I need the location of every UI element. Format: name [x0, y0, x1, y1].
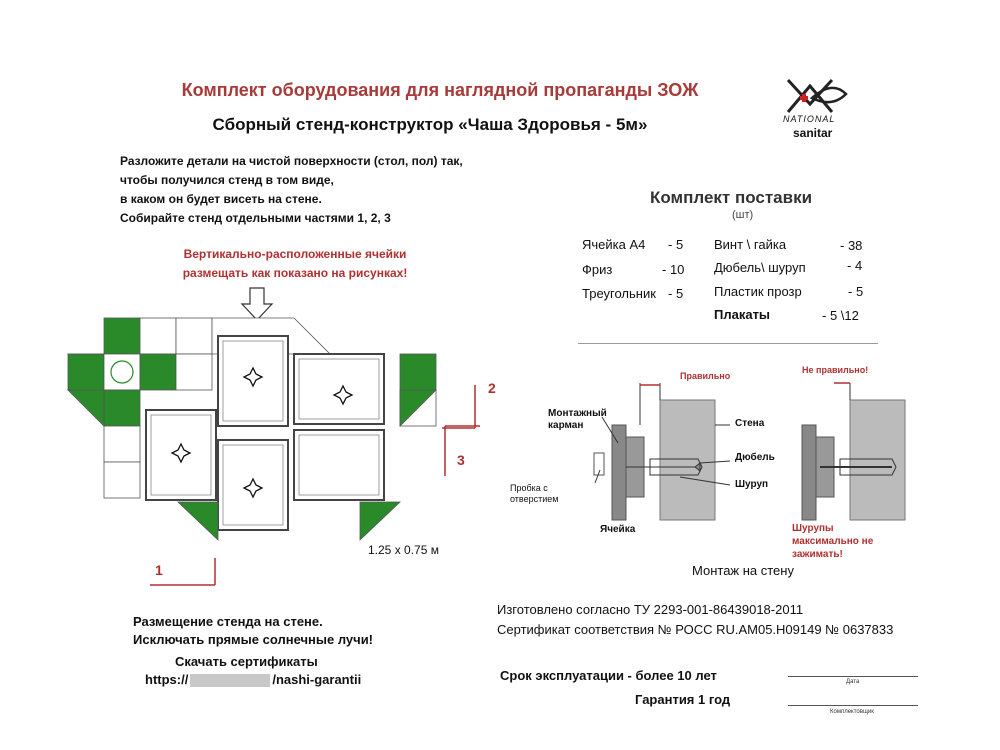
kit-divider — [578, 343, 878, 344]
part-label: 3 — [457, 452, 465, 468]
kit-item-qty: - 4 — [847, 258, 863, 273]
kit-item-qty: - 38 — [840, 238, 863, 253]
packer-label: Комплектовщик — [830, 709, 874, 715]
kit-item-name: Треугольник — [582, 286, 656, 301]
compliance-ty: Изготовлено согласно ТУ 2293-001-86439018-2011 — [497, 602, 804, 617]
kit-item-name: Фриз — [582, 262, 613, 277]
down-arrow-icon — [242, 288, 272, 320]
plug-label: Пробка с отверстием — [510, 483, 559, 504]
page-subtitle: Сборный стенд-конструктор «Чаша Здоровья - 5м» — [212, 115, 648, 134]
instructions — [120, 152, 463, 228]
placement-line: Исключать прямые солнечные лучи! — [133, 632, 374, 647]
pocket-label: Монтажный карман — [548, 408, 607, 431]
packer-line — [788, 705, 918, 706]
url-prefix: https:// — [145, 672, 189, 687]
part-label: 2 — [488, 380, 496, 396]
kit-item-qty: - 5 — [668, 286, 684, 301]
instructions-line — [120, 209, 463, 228]
kit-item-name: Ячейка А4 — [582, 237, 646, 252]
warning-line: Вертикально-расположенные ячейки — [183, 247, 407, 261]
kit-item-qty: - 5 — [848, 284, 864, 299]
emblem-icon — [111, 361, 133, 383]
placement-line: Размещение стенда на стене. — [133, 614, 323, 629]
correct-label: Правильно — [680, 371, 731, 381]
compliance-cert: Сертификат соответствия № РОСС RU.АМ05.Н09149 № 0637833 — [497, 622, 894, 637]
stand-size: 1.25 x 0.75 м — [368, 543, 439, 557]
mounting-caption: Монтаж на стену — [692, 563, 794, 578]
kit-item-qty: - 5 — [668, 237, 684, 252]
cell-label: Ячейка — [600, 524, 636, 535]
wall-label: Стена — [735, 418, 765, 429]
placement-warning — [150, 245, 440, 283]
instructions-line: чтобы получился стенд в том виде, — [120, 173, 334, 187]
dowel-label: Дюбель — [735, 452, 775, 463]
instructions-parts: 1, 2, 3 — [357, 211, 391, 225]
download-certificates: Скачать сертификаты — [175, 654, 318, 669]
page-title: Комплект оборудования для наглядной пропаганды ЗОЖ — [181, 80, 699, 100]
warning-line: размещать как показано на рисунках! — [182, 266, 408, 280]
logo-brand: sanitar — [793, 126, 833, 140]
date-line — [788, 676, 918, 677]
screw-label: Шуруп — [735, 479, 769, 490]
kit-item-name: Винт \ гайка — [714, 237, 787, 252]
kit-item-name: Плакаты — [714, 307, 771, 322]
certificates-url[interactable] — [145, 672, 361, 687]
date-label: Дата — [846, 679, 860, 685]
kit-title: Комплект поставки — [650, 188, 813, 207]
service-life: Срок эксплуатации - более 10 лет — [500, 668, 717, 683]
kit-unit: (шт) — [732, 209, 754, 221]
kit-item-qty: - 5 \12 — [822, 308, 859, 323]
instructions-line: Разложите детали на чистой поверхности (стол, пол) так, — [120, 154, 463, 168]
compliance — [497, 600, 893, 640]
incorrect-label: Не правильно! — [802, 365, 869, 375]
warranty: Гарантия 1 год — [635, 692, 731, 707]
url-suffix: /nashi-garantii — [272, 672, 362, 687]
redacted-domain — [190, 674, 270, 687]
instructions-assemble: Собирайте стенд отдельными частями — [120, 211, 355, 225]
placement-note — [133, 613, 373, 649]
kit-item-name: Дюбель\ шуруп — [714, 260, 806, 275]
screw-warning: Шурупы максимально не зажимать! — [792, 523, 874, 560]
part-label: 1 — [155, 562, 163, 578]
kit-item-name: Пластик прозр — [714, 284, 802, 299]
logo-name: NATIONAL — [783, 114, 836, 124]
instructions-line: в каком он будет висеть на стене. — [120, 192, 322, 206]
kit-item-qty: - 10 — [662, 262, 685, 277]
